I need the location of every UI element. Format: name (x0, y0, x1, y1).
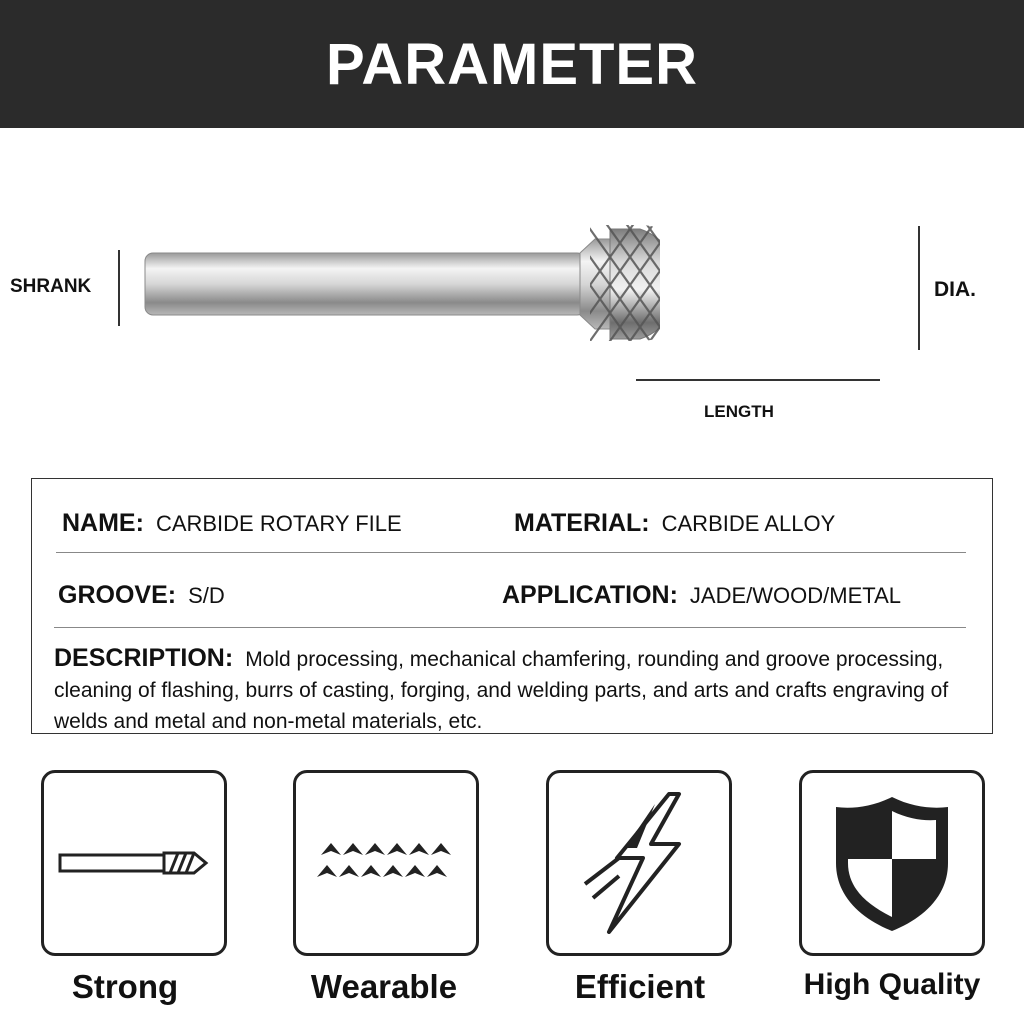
application-value: JADE/WOOD/METAL (689, 583, 901, 608)
spec-name-row (62, 509, 402, 538)
feature-card-efficient (546, 770, 732, 956)
groove-value: S/D (188, 583, 225, 608)
description-key: DESCRIPTION: (54, 644, 234, 672)
feature-card-high-quality (799, 770, 985, 956)
description-block (54, 643, 974, 737)
feature-card-strong (41, 770, 227, 956)
specification-box (31, 478, 993, 734)
header-banner (0, 0, 1024, 128)
diameter-label: DIA. (934, 278, 976, 301)
drill-bit-icon (54, 833, 214, 893)
feature-label-high-quality: High Quality (803, 968, 981, 1001)
diameter-dimension-line (918, 226, 920, 350)
carbide-burr-image (140, 215, 660, 355)
zigzag-pattern-icon (311, 833, 461, 893)
feature-label-efficient: Efficient (574, 968, 706, 1005)
length-dimension-line (636, 379, 880, 381)
material-key: MATERIAL: (514, 509, 650, 537)
shank-dimension-line (118, 250, 120, 326)
feature-label-wearable: Wearable (310, 968, 458, 1005)
material-value: CARBIDE ALLOY (661, 511, 836, 536)
groove-key: GROOVE: (58, 581, 177, 609)
description-value: Mold processing, mechanical chamfering, rounding and groove processing, cleaning of flashing, burrs of casting, forging, and welding parts, and arts and crafts engraving of welds and metal and non-metal materials, etc. (54, 648, 949, 733)
name-value: CARBIDE ROTARY FILE (155, 511, 402, 536)
application-key: APPLICATION: (502, 581, 678, 609)
length-label: LENGTH (704, 402, 774, 421)
name-key: NAME: (62, 509, 144, 537)
spec-divider (54, 627, 966, 628)
spec-groove-row (58, 581, 225, 610)
lightning-bolt-icon (579, 788, 699, 938)
spec-application-row (502, 581, 901, 610)
spec-material-row (514, 509, 835, 538)
shank-label: SHRANK (10, 276, 92, 297)
spec-divider (56, 552, 966, 553)
shield-icon (832, 793, 952, 933)
feature-label-strong: Strong (71, 968, 179, 1005)
feature-card-wearable (293, 770, 479, 956)
page-title: PARAMETER (325, 31, 699, 97)
